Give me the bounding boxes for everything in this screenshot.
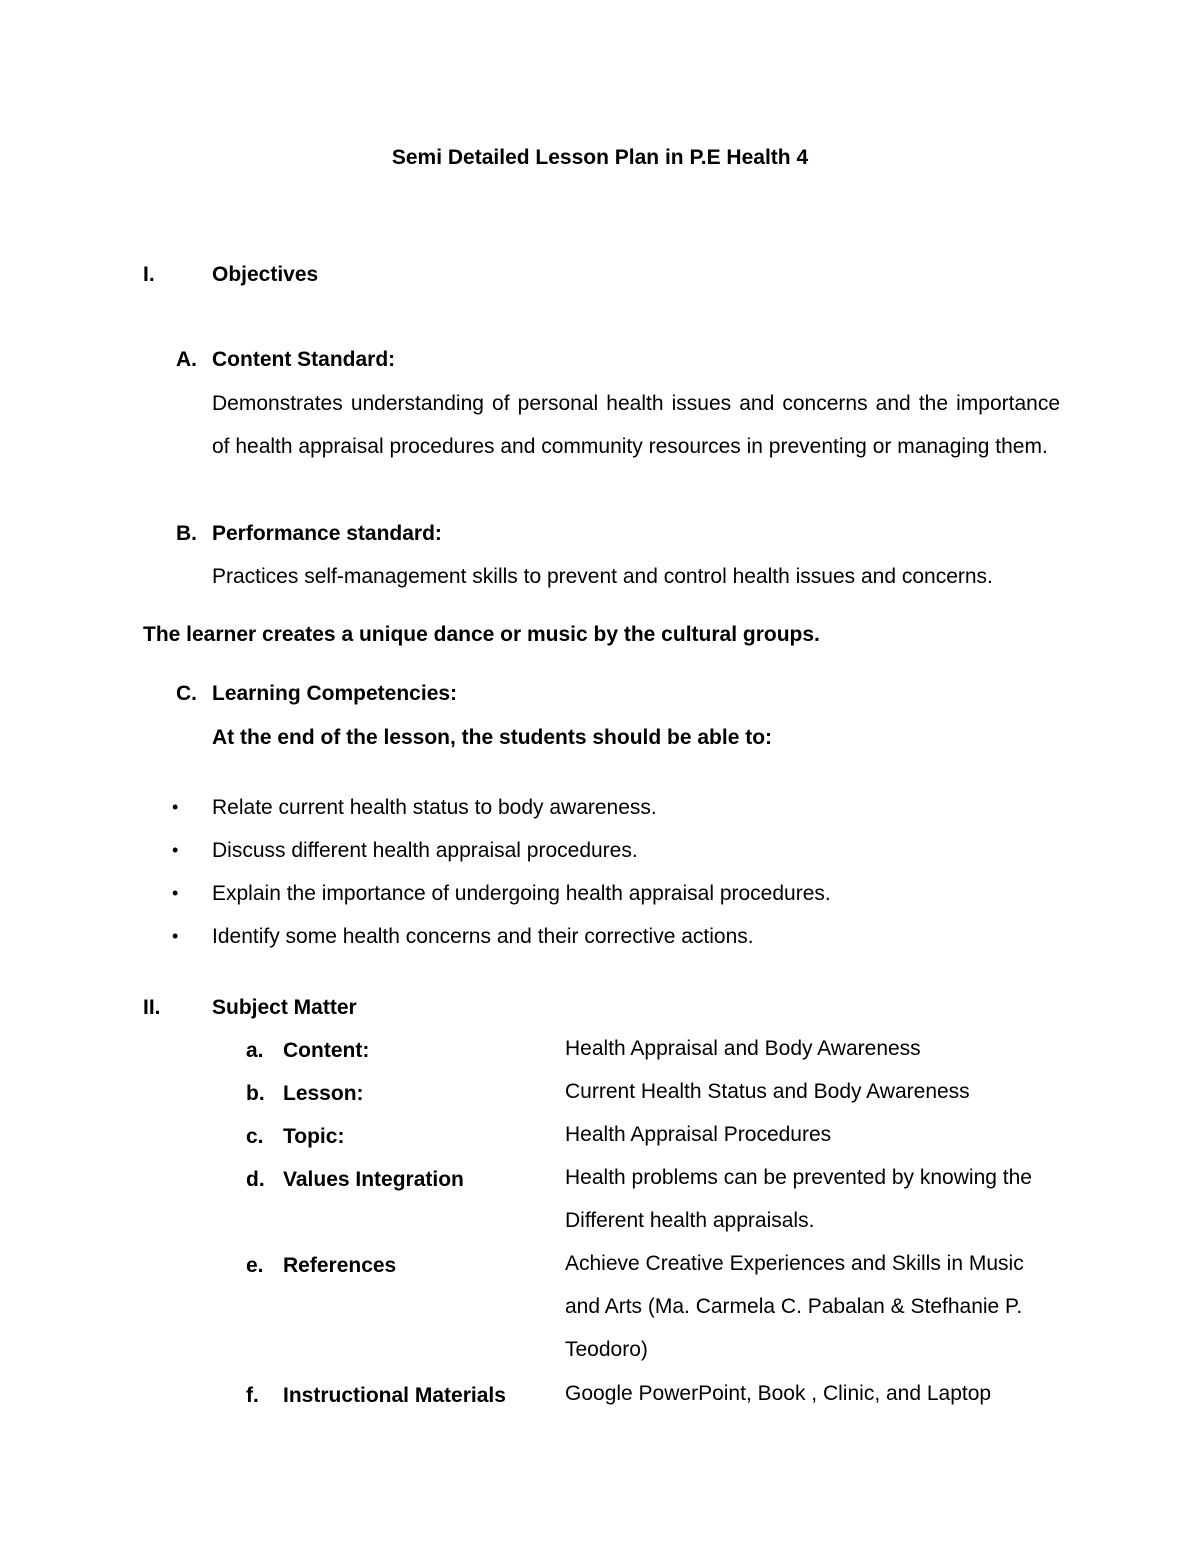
competency-item: Relate current health status to body awareness. <box>212 796 657 819</box>
learning-competencies-label: Learning Competencies: <box>212 682 458 705</box>
section-2-numeral: II. <box>143 996 161 1019</box>
subject-item-label: References <box>283 1254 397 1277</box>
bullet-icon: • <box>172 883 179 903</box>
performance-standard-text: Practices self-management skills to prevent and control health issues and concerns. <box>212 565 993 588</box>
subject-item-label: Topic: <box>283 1125 345 1148</box>
subject-item-letter: b. <box>246 1082 265 1105</box>
subject-item-value: Current Health Status and Body Awareness <box>565 1080 970 1103</box>
competency-item: Discuss different health appraisal procedures. <box>212 839 638 862</box>
subject-item-label: Content: <box>283 1039 370 1062</box>
section-1-heading: Objectives <box>212 263 319 286</box>
content-standard-letter: A. <box>176 348 197 371</box>
subject-item-letter: c. <box>246 1125 264 1148</box>
subject-item-label: Instructional Materials <box>283 1384 506 1407</box>
bullet-icon: • <box>172 926 179 946</box>
subject-item-value: Health Appraisal Procedures <box>565 1123 832 1146</box>
subject-item-letter: a. <box>246 1039 264 1062</box>
learning-competencies-letter: C. <box>176 682 197 705</box>
performance-standard-label: Performance standard: <box>212 522 442 545</box>
subject-item-value: Achieve Creative Experiences and Skills in Music and Arts (Ma. Carmela C. Pabalan & Stefhanie P. Teodoro) <box>565 1252 1024 1361</box>
learning-competencies-intro: At the end of the lesson, the students should be able to: <box>212 726 773 749</box>
content-standard-text: Demonstrates understanding of personal health issues and concerns and the importance of health appraisal procedures and community resources in preventing or managing them. <box>212 392 1060 458</box>
subject-item-letter: f. <box>246 1384 259 1407</box>
subject-item-value: Health problems can be prevented by knowing the Different health appraisals. <box>565 1166 1032 1232</box>
bullet-icon: • <box>172 840 179 860</box>
bullet-icon: • <box>172 797 179 817</box>
subject-item-letter: d. <box>246 1168 265 1191</box>
subject-item-value: Health Appraisal and Body Awareness <box>565 1037 921 1060</box>
subject-item-value: Google PowerPoint, Book , Clinic, and Laptop <box>565 1382 992 1405</box>
learner-statement: The learner creates a unique dance or music by the cultural groups. <box>143 623 820 646</box>
section-1-numeral: I. <box>143 263 155 286</box>
subject-item-label: Lesson: <box>283 1082 364 1105</box>
section-2-heading: Subject Matter <box>212 996 357 1019</box>
content-standard-label: Content Standard: <box>212 348 396 371</box>
document-title: Semi Detailed Lesson Plan in P.E Health 4 <box>391 146 809 169</box>
performance-standard-letter: B. <box>176 522 197 545</box>
subject-item-letter: e. <box>246 1254 264 1277</box>
competency-item: Identify some health concerns and their corrective actions. <box>212 925 754 948</box>
subject-item-label: Values Integration <box>283 1168 464 1191</box>
competency-item: Explain the importance of undergoing health appraisal procedures. <box>212 882 831 905</box>
